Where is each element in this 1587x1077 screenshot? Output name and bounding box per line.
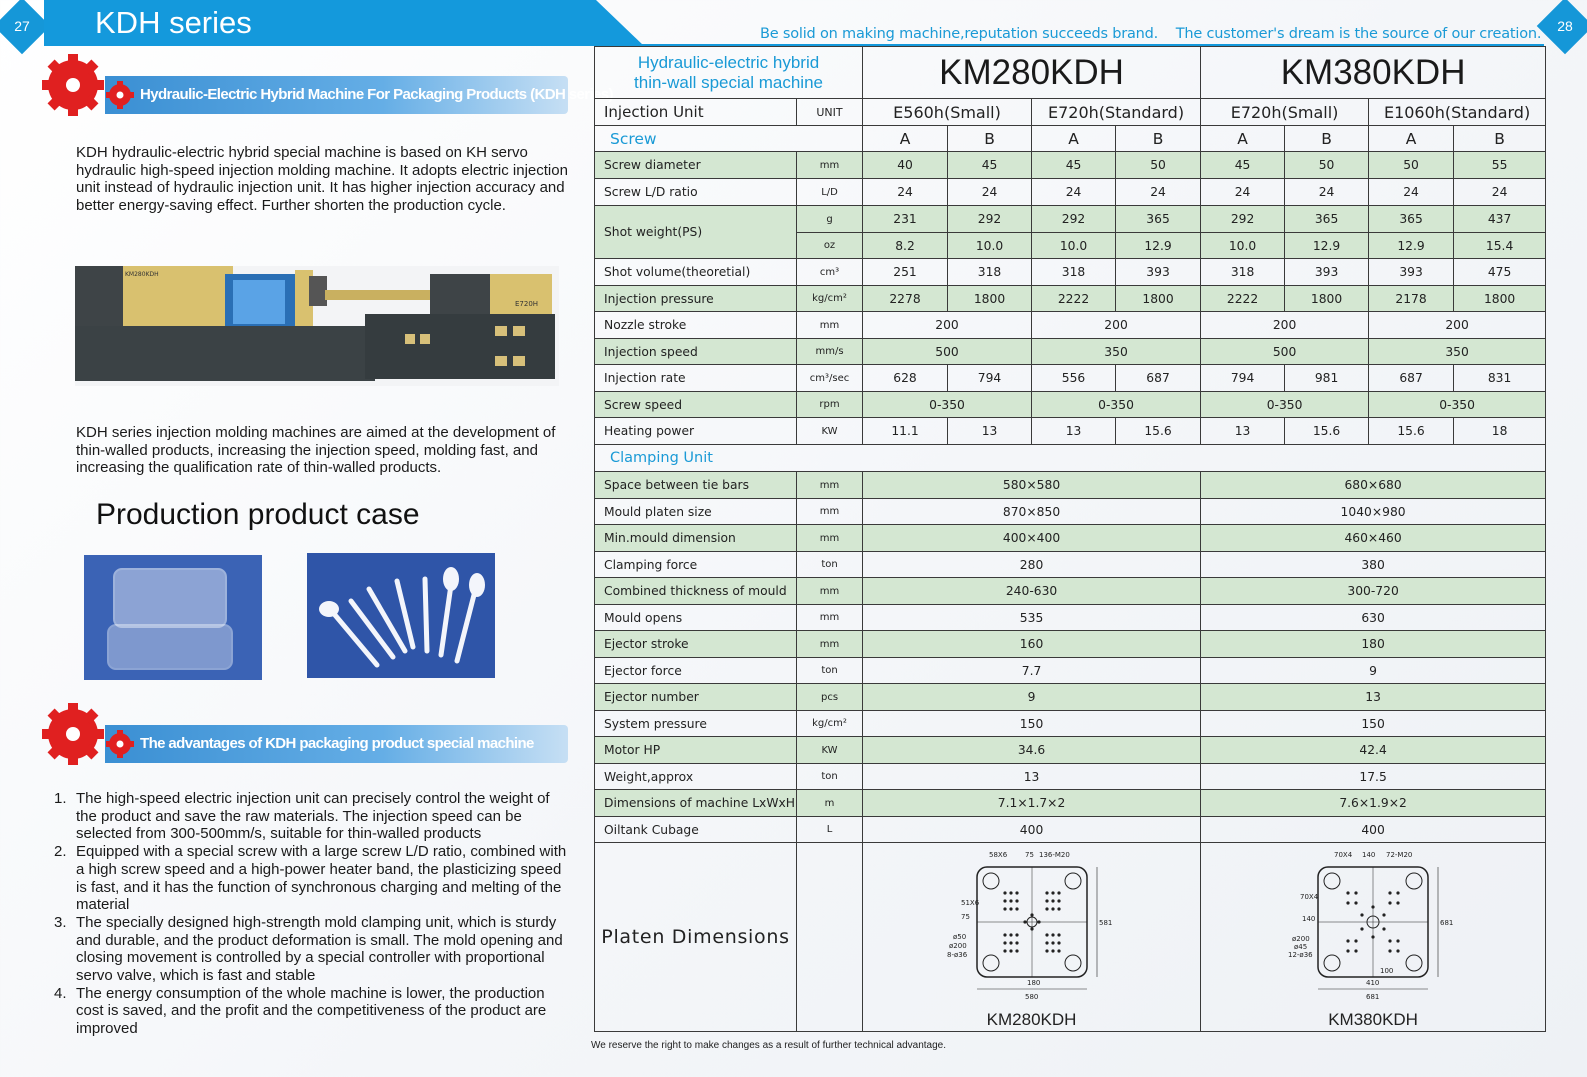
- cell-value: 393: [1285, 259, 1369, 286]
- row-label: Motor HP: [595, 737, 797, 764]
- row-unit: cm³: [797, 259, 863, 286]
- table-row: [595, 737, 1546, 764]
- platen-dim-label: 681: [1366, 993, 1380, 1001]
- cell-value: 1800: [1285, 286, 1369, 312]
- cell-value: 24: [1369, 179, 1454, 206]
- cell-value: 680×680: [1201, 472, 1546, 499]
- platen-dim-label: 75: [1024, 851, 1034, 859]
- cell-value: 500: [1201, 339, 1369, 365]
- advantage-item: [54, 843, 574, 914]
- table-row: [595, 817, 1546, 843]
- row-unit: mm: [797, 578, 863, 605]
- cell-value: 393: [1116, 259, 1201, 286]
- cell-value: 400×400: [863, 525, 1201, 552]
- platen-dim-label: 58X6: [988, 851, 1007, 859]
- cell-value: 10.0: [1032, 233, 1116, 259]
- cell-value: 40: [863, 152, 948, 179]
- screw-variant: A: [1369, 126, 1454, 152]
- row-label: Screw L/D ratio: [595, 179, 797, 206]
- screw-variant: A: [1201, 126, 1285, 152]
- banner-hybrid-machine: [105, 76, 613, 114]
- cell-value: 10.0: [1201, 233, 1285, 259]
- cell-value: 2178: [1369, 286, 1454, 312]
- cell-value: 11.1: [863, 418, 948, 445]
- table-row: [595, 684, 1546, 711]
- row-label: Ejector stroke: [595, 631, 797, 658]
- platen-dim-label: ø50: [952, 933, 966, 941]
- cell-value: 8.2: [863, 233, 948, 259]
- row-unit: kg/cm²: [797, 286, 863, 312]
- cutlery-photo: [307, 553, 495, 678]
- row-label: Combined thickness of mould: [595, 578, 797, 605]
- row-unit: mm: [797, 152, 863, 179]
- unit-header: UNIT: [797, 99, 863, 126]
- row-label: Injection speed: [595, 339, 797, 365]
- cell-value: 9: [863, 684, 1201, 711]
- cell-value: 0-350: [1032, 392, 1201, 418]
- cell-value: 687: [1369, 365, 1454, 392]
- table-row: [595, 339, 1546, 365]
- cell-value: 318: [1032, 259, 1116, 286]
- cell-value: 15.6: [1369, 418, 1454, 445]
- table-row: [595, 365, 1546, 392]
- cell-value: 12.9: [1369, 233, 1454, 259]
- table-row: [595, 711, 1546, 737]
- table-row: [595, 790, 1546, 817]
- cell-value: 870×850: [863, 499, 1201, 525]
- cell-value: 350: [1369, 339, 1546, 365]
- platen-dim-label: 136-M20: [1038, 851, 1070, 859]
- table-row: [595, 605, 1546, 631]
- hybrid-title-cell: [595, 47, 863, 99]
- cell-value: 15.6: [1116, 418, 1201, 445]
- platen-drawing-km280kdh: [947, 849, 1117, 1009]
- cell-value: 350: [1032, 339, 1201, 365]
- page-number-left: [0, 0, 50, 54]
- cell-value: 365: [1369, 206, 1454, 233]
- screw-section-label: Screw: [595, 126, 863, 152]
- cell-value: 292: [1201, 206, 1285, 233]
- cell-value: 42.4: [1201, 737, 1546, 764]
- cell-value: 200: [863, 312, 1032, 339]
- table-row: [595, 764, 1546, 790]
- hybrid-title-line2: thin-wall special machine: [634, 72, 823, 92]
- cell-value: 45: [1032, 152, 1116, 179]
- screw-variant: A: [1032, 126, 1116, 152]
- cell-value: 13: [1201, 684, 1546, 711]
- cell-value: 292: [1032, 206, 1116, 233]
- cell-value: 50: [1285, 152, 1369, 179]
- row-label: Ejector number: [595, 684, 797, 711]
- platen-dim-label: 580: [1024, 993, 1038, 1001]
- cell-value: 831: [1454, 365, 1546, 392]
- table-row: [595, 179, 1546, 206]
- row-label: Weight,approx: [595, 764, 797, 790]
- cell-value: 460×460: [1201, 525, 1546, 552]
- machine-unit-label: E720H: [515, 300, 539, 308]
- row-unit: cm³/sec: [797, 365, 863, 392]
- cell-value: 318: [1201, 259, 1285, 286]
- cell-value: 475: [1454, 259, 1546, 286]
- row-unit: oz: [797, 233, 863, 259]
- intro-paragraph: KDH hydraulic-electric hybrid special machine is based on KH servo hydraulic high-speed injection molding machine. It adopts electric injection unit instead of hydraulic injection unit. It has higher injection accuracy and better energy-saving effect. Further shorten the production cycle.: [76, 144, 568, 214]
- cell-value: 12.9: [1116, 233, 1201, 259]
- model-km280kdh: KM280KDH: [863, 47, 1201, 99]
- cell-value: 318: [948, 259, 1032, 286]
- cell-value: 0-350: [1201, 392, 1369, 418]
- advantage-number: 4.: [54, 984, 67, 1002]
- row-label: Shot weight(PS): [595, 206, 797, 259]
- platen-dim-label: ø45: [1294, 943, 1308, 951]
- advantage-number: 3.: [54, 913, 67, 931]
- table-row: [595, 312, 1546, 339]
- table-row: [595, 525, 1546, 552]
- table-row: [595, 552, 1546, 578]
- screw-variant: B: [948, 126, 1032, 152]
- row-unit: ton: [797, 552, 863, 578]
- row-label: Min.mould dimension: [595, 525, 797, 552]
- screw-variant: B: [1454, 126, 1546, 152]
- cell-value: 1040×980: [1201, 499, 1546, 525]
- page-number-left-text: 27: [14, 18, 30, 34]
- cell-value: 34.6: [863, 737, 1201, 764]
- cell-value: 292: [948, 206, 1032, 233]
- advantages-list: [54, 790, 574, 1038]
- row-unit: kg/cm²: [797, 711, 863, 737]
- injection-type: E560h(Small): [863, 99, 1032, 126]
- cell-value: 400: [863, 817, 1201, 843]
- platen-dim-label: 180: [1026, 979, 1040, 987]
- cell-value: 7.6×1.9×2: [1201, 790, 1546, 817]
- row-label: Clamping force: [595, 552, 797, 578]
- cell-value: 628: [863, 365, 948, 392]
- table-row: [595, 631, 1546, 658]
- cell-value: 10.0: [948, 233, 1032, 259]
- cell-value: 180: [1201, 631, 1546, 658]
- spec-table: [594, 46, 1546, 1032]
- cell-value: 580×580: [863, 472, 1201, 499]
- row-unit: mm/s: [797, 339, 863, 365]
- cell-value: 687: [1116, 365, 1201, 392]
- cell-value: 24: [1285, 179, 1369, 206]
- container-photo: [84, 555, 262, 680]
- table-row: [595, 392, 1546, 418]
- row-unit: KW: [797, 418, 863, 445]
- small-gear-icon: [105, 80, 135, 110]
- cell-value: 1800: [1454, 286, 1546, 312]
- cell-value: 200: [1369, 312, 1546, 339]
- cell-value: 200: [1201, 312, 1369, 339]
- platen-dimensions-label: Platen Dimensions: [595, 843, 797, 1032]
- cell-value: 24: [948, 179, 1032, 206]
- screw-variant: B: [1116, 126, 1201, 152]
- cell-value: 535: [863, 605, 1201, 631]
- advantage-text: The energy consumption of the whole machine is lower, the production cost is saved, and the profit and the competitiveness of the product are improved: [76, 984, 547, 1038]
- cell-value: 7.1×1.7×2: [863, 790, 1201, 817]
- cell-value: 24: [1116, 179, 1201, 206]
- advantage-text: The high-speed electric injection unit can precisely control the weight of the product and save the raw materials. The injection speed can be selected from 300-500mm/s, suitable for thin-walled products: [76, 790, 550, 843]
- cell-value: 12.9: [1285, 233, 1369, 259]
- cell-value: 15.4: [1454, 233, 1546, 259]
- footnote: We reserve the right to make changes as a result of further technical advantage.: [591, 1040, 947, 1051]
- cell-value: 630: [1201, 605, 1546, 631]
- banner-hybrid-machine-text: Hydraulic-Electric Hybrid Machine For Packaging Products (KDH series): [140, 86, 613, 103]
- cell-value: 1800: [948, 286, 1032, 312]
- cell-value: 2222: [1201, 286, 1285, 312]
- cell-value: 231: [863, 206, 948, 233]
- table-row: [595, 152, 1546, 179]
- row-unit: mm: [797, 499, 863, 525]
- platen-dim-label: 140: [1362, 851, 1376, 859]
- small-gear-icon: [105, 729, 135, 759]
- row-unit: mm: [797, 472, 863, 499]
- row-unit: L: [797, 817, 863, 843]
- aim-paragraph: KDH series injection molding machines are aimed at the development of thin-walled products, increasing the injection speed, molding fast, and increasing the qualification rate of thin-walled products.: [76, 424, 556, 476]
- row-unit: m: [797, 790, 863, 817]
- row-label: System pressure: [595, 711, 797, 737]
- cell-value: 500: [863, 339, 1032, 365]
- cell-value: 300-720: [1201, 578, 1546, 605]
- platen-dim-label: 581: [1098, 919, 1112, 927]
- cell-value: 0-350: [863, 392, 1032, 418]
- series-title: KDH series: [95, 5, 252, 40]
- clamping-section-label: Clamping Unit: [595, 445, 1546, 472]
- cell-value: 794: [948, 365, 1032, 392]
- row-unit: L/D: [797, 179, 863, 206]
- machine-illustration: [75, 264, 559, 386]
- row-label: Ejector force: [595, 658, 797, 684]
- table-row: [595, 206, 1546, 233]
- cell-value: 251: [863, 259, 948, 286]
- advantage-number: 2.: [54, 843, 67, 861]
- cell-value: 1800: [1116, 286, 1201, 312]
- advantage-number: 1.: [54, 790, 67, 807]
- cell-value: 24: [863, 179, 948, 206]
- platen-dim-label: 410: [1366, 979, 1380, 987]
- cell-value: 160: [863, 631, 1201, 658]
- cell-value: 55: [1454, 152, 1546, 179]
- cell-value: 437: [1454, 206, 1546, 233]
- platen-drawing-km380kdh: [1288, 849, 1458, 1009]
- cell-value: 13: [863, 764, 1201, 790]
- gear-icon: [40, 52, 106, 118]
- row-unit: mm: [797, 631, 863, 658]
- row-label: Oiltank Cubage: [595, 817, 797, 843]
- row-unit: mm: [797, 312, 863, 339]
- advantage-text: Equipped with a special screw with a large screw L/D ratio, combined with a high screw speed and a high-power heater band, the plasticizing speed is fast, and it has the function of synchronous charging and melting of the material: [76, 843, 567, 914]
- row-label: Screw speed: [595, 392, 797, 418]
- platen-dim-label: 100: [1380, 967, 1394, 975]
- row-unit: ton: [797, 658, 863, 684]
- platen-dim-label: 70X4: [1334, 851, 1353, 859]
- table-row: [595, 472, 1546, 499]
- row-unit: mm: [797, 525, 863, 552]
- screw-variant: B: [1285, 126, 1369, 152]
- platen-dim-label: 70X4: [1300, 893, 1319, 901]
- platen-dim-label: 681: [1440, 919, 1454, 927]
- row-unit: ton: [797, 764, 863, 790]
- cell-value: 393: [1369, 259, 1454, 286]
- row-label: Screw diameter: [595, 152, 797, 179]
- row-label: Injection pressure: [595, 286, 797, 312]
- platen-caption-km380kdh: KM380KDH: [1328, 1010, 1418, 1029]
- slogan: Be solid on making machine,reputation succeeds brand. The customer's dream is the source of our creation.: [760, 26, 1542, 42]
- row-label: Shot volume(theoretial): [595, 259, 797, 286]
- cell-value: 150: [1201, 711, 1546, 737]
- platen-dim-label: 12-ø36: [1288, 951, 1313, 959]
- injection-type: E1060h(Standard): [1369, 99, 1546, 126]
- platen-dim-label: 72-M20: [1386, 851, 1413, 859]
- cell-value: 380: [1201, 552, 1546, 578]
- cell-value: 365: [1285, 206, 1369, 233]
- cell-value: 365: [1116, 206, 1201, 233]
- platen-km280kdh: [863, 843, 1201, 1032]
- cell-value: 9: [1201, 658, 1546, 684]
- cell-value: 556: [1032, 365, 1116, 392]
- cell-value: 7.7: [863, 658, 1201, 684]
- cell-value: 0-350: [1369, 392, 1546, 418]
- machine-model-label: KM280KDH: [125, 271, 159, 278]
- cell-value: 240-630: [863, 578, 1201, 605]
- row-label: Dimensions of machine LxWxH: [595, 790, 797, 817]
- table-row: [595, 286, 1546, 312]
- cell-value: 13: [948, 418, 1032, 445]
- row-unit: g: [797, 206, 863, 233]
- cell-value: 200: [1032, 312, 1201, 339]
- banner-advantages: [105, 725, 568, 763]
- hybrid-title-line1: Hydraulic-electric hybrid: [637, 52, 820, 72]
- platen-km380kdh: [1201, 843, 1546, 1032]
- cell-value: 24: [1032, 179, 1116, 206]
- cell-value: 150: [863, 711, 1201, 737]
- row-label: Injection rate: [595, 365, 797, 392]
- platen-caption-km280kdh: KM280KDH: [986, 1010, 1077, 1029]
- row-unit: KW: [797, 737, 863, 764]
- gear-icon: [40, 701, 106, 767]
- table-row: [595, 658, 1546, 684]
- platen-dim-label: 51X6: [960, 899, 979, 907]
- case-title: Production product case: [96, 498, 420, 531]
- cell-value: 13: [1201, 418, 1285, 445]
- cell-value: 280: [863, 552, 1201, 578]
- table-row: [595, 418, 1546, 445]
- platen-unit-cell: [797, 843, 863, 1032]
- platen-dim-label: ø200: [1292, 935, 1310, 943]
- cell-value: 17.5: [1201, 764, 1546, 790]
- row-label: Nozzle stroke: [595, 312, 797, 339]
- table-row: [595, 499, 1546, 525]
- row-label: Mould opens: [595, 605, 797, 631]
- cell-value: 50: [1116, 152, 1201, 179]
- advantage-item: [54, 790, 574, 843]
- injection-type: E720h(Small): [1201, 99, 1369, 126]
- cell-value: 15.6: [1285, 418, 1369, 445]
- cell-value: 24: [1454, 179, 1546, 206]
- platen-dim-label: 140: [1302, 915, 1316, 923]
- banner-advantages-text: The advantages of KDH packaging product special machine: [140, 735, 534, 752]
- platen-dim-label: 75: [960, 913, 970, 921]
- row-label: Heating power: [595, 418, 797, 445]
- row-label: Mould platen size: [595, 499, 797, 525]
- row-unit: rpm: [797, 392, 863, 418]
- cell-value: 981: [1285, 365, 1369, 392]
- cell-value: 794: [1201, 365, 1285, 392]
- table-row: [595, 578, 1546, 605]
- row-label: Space between tie bars: [595, 472, 797, 499]
- injection-type: E720h(Standard): [1032, 99, 1201, 126]
- advantage-text: The specially designed high-strength mold clamping unit, which is sturdy and durable, and the product deformation is small. The mold opening and closing movement is controlled by a special controller with proportional servo valve, which is fast and stable: [76, 913, 563, 985]
- table-row: [595, 259, 1546, 286]
- cell-value: 45: [1201, 152, 1285, 179]
- cell-value: 50: [1369, 152, 1454, 179]
- cell-value: 400: [1201, 817, 1546, 843]
- cell-value: 2278: [863, 286, 948, 312]
- page-number-right-text: 28: [1557, 18, 1573, 34]
- platen-dim-label: 8-ø36: [946, 951, 967, 959]
- model-km380kdh: KM380KDH: [1201, 47, 1546, 99]
- cell-value: 13: [1032, 418, 1116, 445]
- cell-value: 18: [1454, 418, 1546, 445]
- advantage-item: [54, 914, 574, 985]
- platen-dim-label: ø200: [948, 942, 967, 950]
- row-unit: pcs: [797, 684, 863, 711]
- row-unit: mm: [797, 605, 863, 631]
- cell-value: 24: [1201, 179, 1285, 206]
- injection-unit-label: Injection Unit: [595, 99, 797, 126]
- screw-variant: A: [863, 126, 948, 152]
- advantage-item: [54, 985, 574, 1038]
- cell-value: 2222: [1032, 286, 1116, 312]
- cell-value: 45: [948, 152, 1032, 179]
